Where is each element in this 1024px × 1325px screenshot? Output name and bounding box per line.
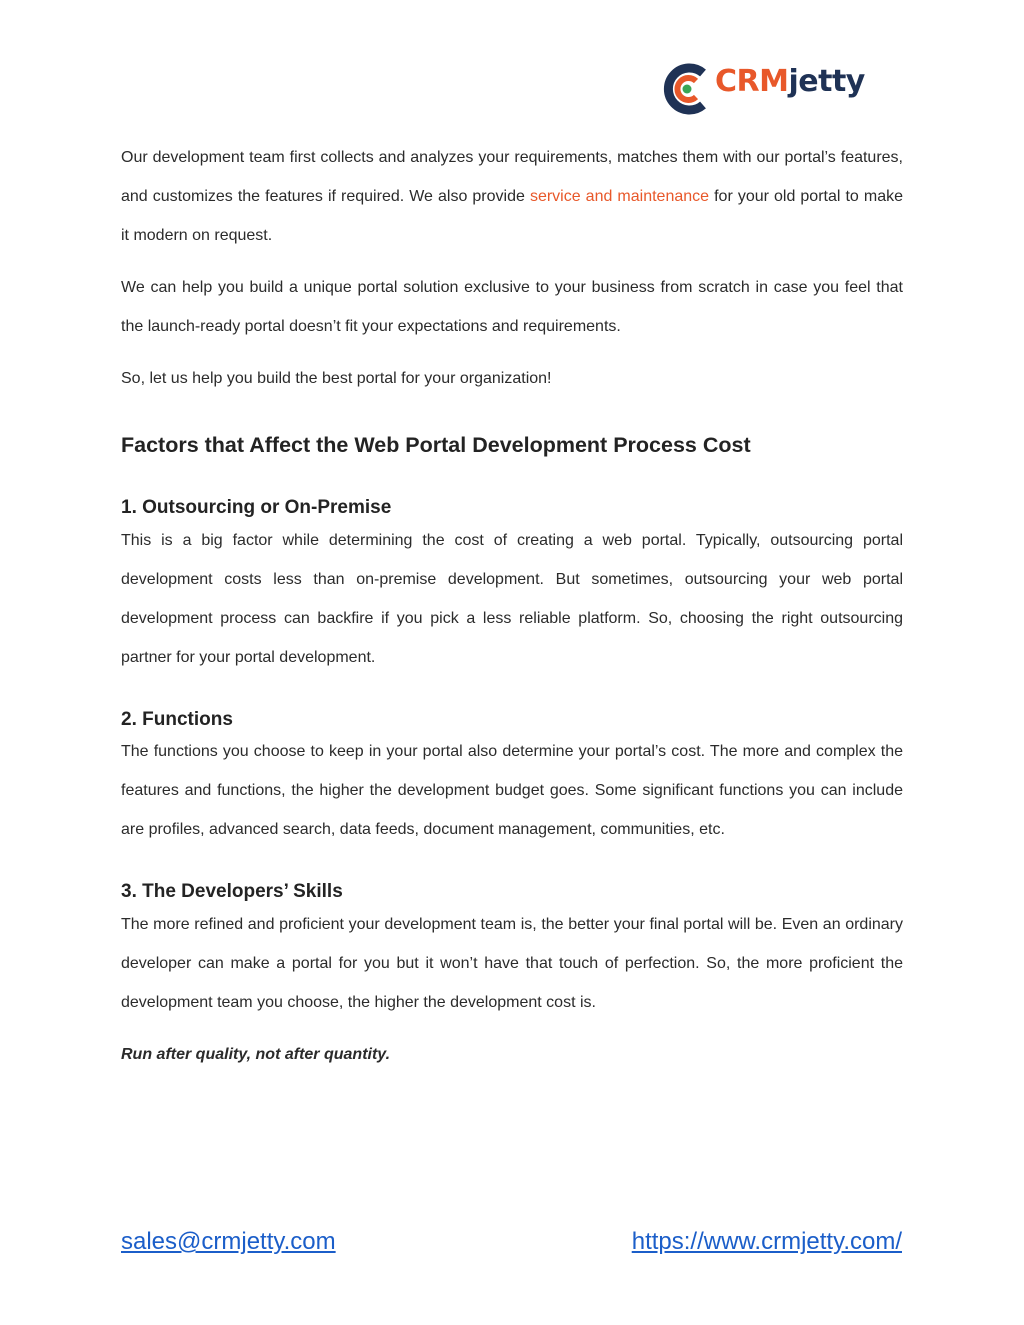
logo-wordmark xyxy=(715,64,865,99)
service-maintenance-link[interactable]: service and maintenance xyxy=(529,188,710,205)
footer-website-link[interactable]: https://www.crmjetty.com/ xyxy=(631,1228,902,1255)
logo-jetty-text: jetty xyxy=(788,64,865,99)
footer-email-link[interactable]: sales@crmjetty.com xyxy=(121,1228,336,1255)
intro-paragraph-1 xyxy=(121,138,903,255)
factor-text-3: The more refined and proficient your development team is, the better your final portal will be. Even an ordinary developer can make a portal for you but it won’t have that touch of perfection. So, the more proficient the development team you choose, the higher the development cost is. xyxy=(121,916,903,1011)
document-content xyxy=(121,138,903,1074)
crmjetty-logo-icon xyxy=(663,61,713,117)
factor-heading-3: 3. The Developers’ Skills xyxy=(121,881,343,903)
intro-p1-text-b: for your old portal to make it modern on request. xyxy=(121,188,904,244)
factor-text-2: The functions you choose to keep in your portal also determine your portal’s cost. The more and complex the features and functions, the higher the development budget goes. Some significant functions you can include are profiles, advanced search, data feeds, document management, communities, etc. xyxy=(121,743,903,839)
section-title: Factors that Affect the Web Portal Development Process Cost xyxy=(121,433,751,457)
intro-p1-text-a: Our development team first collects and analyzes your requirements, matches them with our portal’s features, and customizes the features if required. We also provide xyxy=(121,149,903,205)
factor-heading-2: 2. Functions xyxy=(121,708,233,730)
intro-paragraph-2: We can help you build a unique portal solution exclusive to your business from scratch in case you feel that the launch-ready portal doesn’t fit your expectations and requirements. xyxy=(121,279,903,335)
crmjetty-logo xyxy=(663,61,878,117)
factor-text-1: This is a big factor while determining the cost of creating a web portal. Typically, outsourcing portal development costs less than on-premise development. But sometimes, outsourcing your web portal development process can backfire if you pick a less reliable platform. So, choosing the right outsourcing partner for your portal development. xyxy=(121,531,903,666)
factor-heading-1: 1. Outsourcing or On-Premise xyxy=(121,496,392,518)
intro-paragraph-3: So, let us help you build the best portal for your organization! xyxy=(121,370,552,387)
emphasis-line: Run after quality, not after quantity. xyxy=(121,1046,391,1063)
logo-crm-text: CRM xyxy=(715,64,789,99)
